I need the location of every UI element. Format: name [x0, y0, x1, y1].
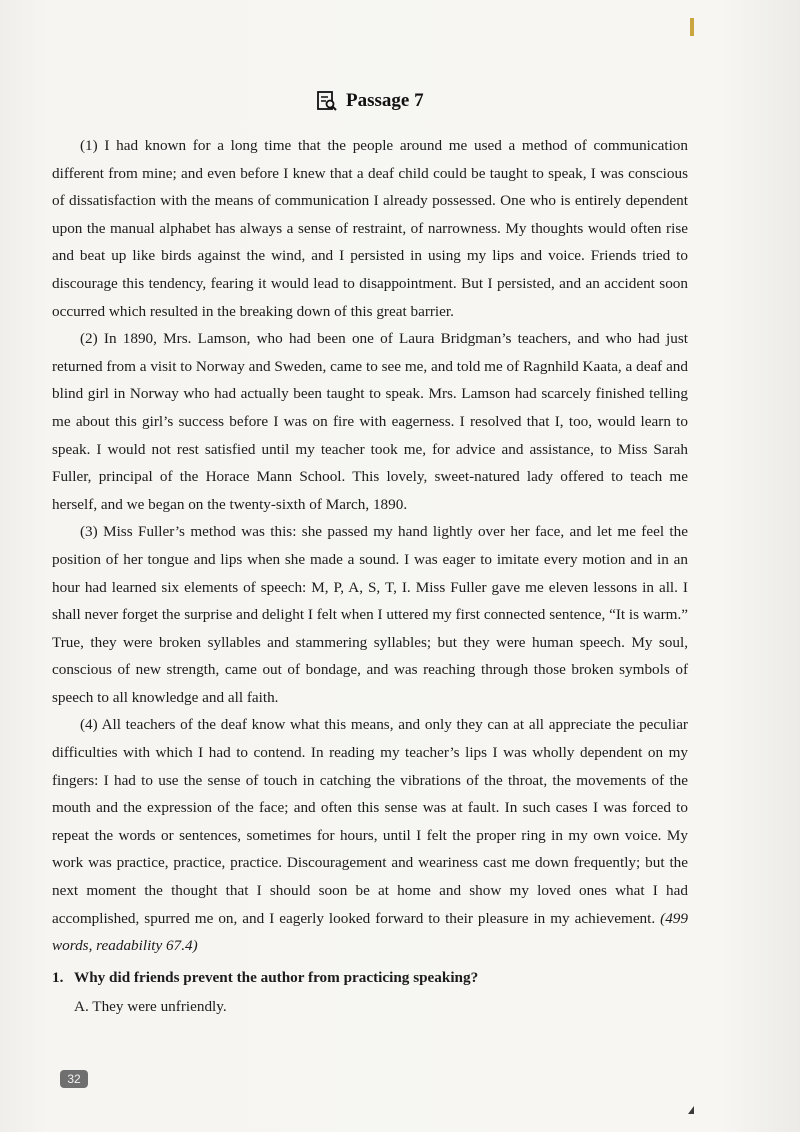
- paragraph-4: [52, 711, 688, 959]
- paragraph-1: (1) I had known for a long time that the people around me used a method of communication different from mine; and even before I knew that a deaf child could be taught to speak, I was conscious of dissatisfaction with the means of communication I already possessed. One who is entirely dependent upon the manual alphabet has always a sense of restraint, of narrowness. My thoughts would often rise and beat up like birds against the wind, and I persisted in using my lips and voice. Friends tried to discourage this tendency, fearing it would lead to disappointment. But I persisted, and an accident soon occurred which resulted in the breaking down of this great barrier.: [52, 137, 688, 320]
- page-number: 32: [60, 1070, 88, 1088]
- question-text: Why did friends prevent the author from practicing speaking?: [74, 968, 479, 986]
- question-number: 1.: [52, 968, 64, 986]
- paragraph-3: (3) Miss Fuller’s method was this: she passed my hand lightly over her face, and let me feel the position of her tongue and lips when she made a sound. I was eager to imitate every motion and in an hour had learned six elements of speech: M, P, A, S, T, I. Miss Fuller gave me eleven lessons in all. I shall never forget the surprise and delight I felt when I uttered my first connected sentence, “It is warm.” True, they were broken syllables and stammering syllables; but they were human speech. My soul, conscious of new strength, came out of bondage, and was reaching through those broken symbols of speech to all knowledge and all faith.: [52, 523, 688, 706]
- question-1: [52, 964, 688, 992]
- paragraph-2: (2) In 1890, Mrs. Lamson, who had been one of Laura Bridgman’s teachers, and who had just returned from a visit to Norway and Sweden, came to see me, and told me of Ragnhild Kaata, a deaf and blind girl in Norway who had actually been taught to speak. Mrs. Lamson had scarcely finished telling me about this girl’s success before I was on fire with eagerness. I resolved that I, too, would learn to speak. I would not rest satisfied until my teacher took me, for advice and assistance, to Miss Sarah Fuller, principal of the Horace Mann School. This lovely, sweet-natured lady offered to teach me herself, and we began on the twenty-sixth of March, 1890.: [52, 330, 688, 513]
- corner-mark: [688, 1106, 694, 1114]
- passage-title-text: Passage 7: [346, 90, 424, 111]
- document-search-icon: [316, 90, 338, 112]
- word-count-note: (499 words, readability 67.4): [52, 909, 688, 955]
- answer-option-a[interactable]: A. They were unfriendly.: [74, 998, 227, 1016]
- passage-title: [316, 88, 424, 114]
- passage-body: [52, 132, 688, 1021]
- edge-color-mark: [690, 18, 694, 36]
- paragraph-4-text: (4) All teachers of the deaf know what this means, and only they can at all appreciate the peculiar difficulties with which I had to contend. In reading my teacher’s lips I was wholly dependent on my fingers: I had to use the sense of touch in catching the vibrations of the throat, the movements of the mouth and the expression of the face; and often this sense was at fault. In such cases I was forced to repeat the words or sentences, sometimes for hours, until I felt the proper ring in my own voice. My work was practice, practice, practice. Discouragement and weariness cast me down frequently; but the next moment the thought that I should soon be at home and show my loved ones what I had accomplished, spurred me on, and I eagerly looked forward to their pleasure in my achievement.: [52, 716, 688, 927]
- bleed-through-header: [48, 40, 348, 54]
